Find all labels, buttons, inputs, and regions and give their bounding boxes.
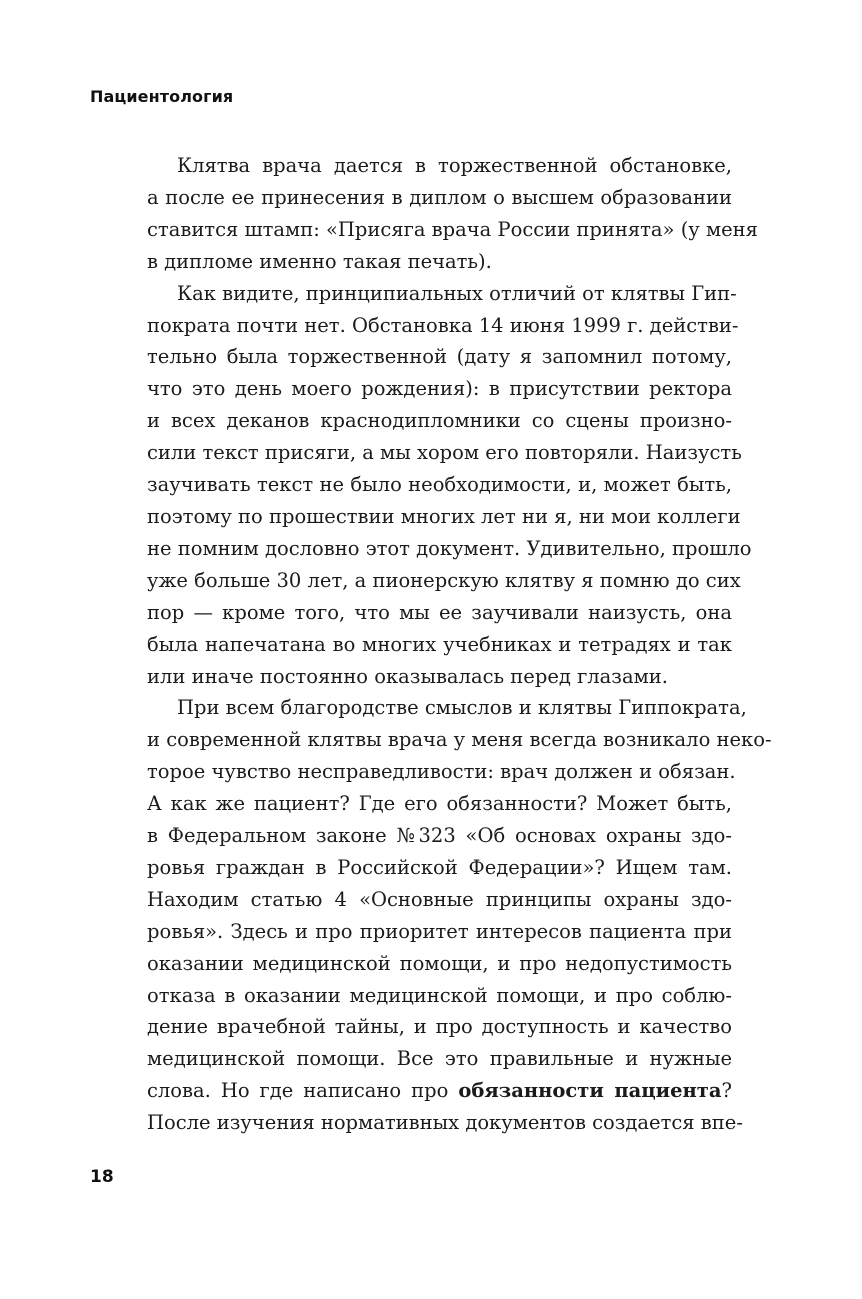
body-text xyxy=(147,150,772,1139)
text-line: пократа почти нет. Обстановка 14 июня 1999 г. действи- xyxy=(147,313,739,337)
text-line: не помним дословно этот документ. Удивительно, прошло xyxy=(147,536,752,560)
text-line: медицинской помощи. Все это правильные и нужные xyxy=(147,1047,732,1071)
text-line: Как видите, принципиальных отличий от клятвы Гип- xyxy=(177,281,737,305)
text-line: оказании медицинской помощи, и про недопустимость xyxy=(147,951,732,975)
text-line: поэтому по прошествии многих лет ни я, ни мои коллеги xyxy=(147,504,741,528)
text-line: торое чувство несправедливости: врач должен и обязан. xyxy=(147,760,736,784)
text-line: в Федеральном законе №323 «Об основах охраны здо- xyxy=(147,824,732,848)
text-line: в дипломе именно такая печать). xyxy=(147,249,492,273)
text-line: уже больше 30 лет, а пионерскую клятву я помню до сих xyxy=(147,568,741,592)
text-line: пор — кроме того, что мы ее заучивали наизусть, она xyxy=(147,600,732,624)
running-head: Пациентология xyxy=(90,87,234,106)
page-number: 18 xyxy=(90,1167,114,1187)
text-line: После изучения нормативных документов создается впе- xyxy=(147,1111,743,1135)
text-line: Находим статью 4 «Основные принципы охраны здо- xyxy=(147,887,732,911)
text-line: ровья граждан в Российской Федерации»? Ищем там. xyxy=(147,855,732,879)
text-line xyxy=(147,1075,732,1107)
text-line: отказа в оказании медицинской помощи, и про соблю- xyxy=(147,983,732,1007)
text-line: была напечатана во многих учебниках и тетрадях и так xyxy=(147,632,732,656)
text-line: или иначе постоянно оказывалась перед глазами. xyxy=(147,664,668,688)
text-line: Клятва врача дается в торжественной обстановке, xyxy=(177,154,732,177)
text-line: тельно была торжественной (дату я запомнил потому, xyxy=(147,345,732,369)
emphasis-text: обязанности пациента xyxy=(458,1079,722,1103)
text-line: заучивать текст не было необходимости, и, может быть, xyxy=(147,473,732,497)
text-line: дение врачебной тайны, и про доступность и качество xyxy=(147,1015,732,1039)
text-line: и современной клятвы врача у меня всегда возникало неко- xyxy=(147,728,772,752)
text-line: и всех деканов краснодипломники со сцены произно- xyxy=(147,409,732,433)
text-line: что это день моего рождения): в присутствии ректора xyxy=(147,377,732,401)
text-line: А как же пациент? Где его обязанности? Может быть, xyxy=(147,792,732,816)
text-line: а после ее принесения в диплом о высшем образовании xyxy=(147,185,732,209)
text-segment: слова. Но где написано про xyxy=(147,1079,459,1103)
text-line: ставится штамп: «Присяга врача России принята» (у меня xyxy=(147,217,758,241)
text-line: сили текст присяги, а мы хором его повторяли. Наизусть xyxy=(147,441,742,465)
text-line: При всем благородстве смыслов и клятвы Гиппократа, xyxy=(177,696,747,720)
text-line: ровья». Здесь и про приоритет интересов пациента при xyxy=(147,919,732,943)
text-segment: ? xyxy=(721,1079,732,1103)
